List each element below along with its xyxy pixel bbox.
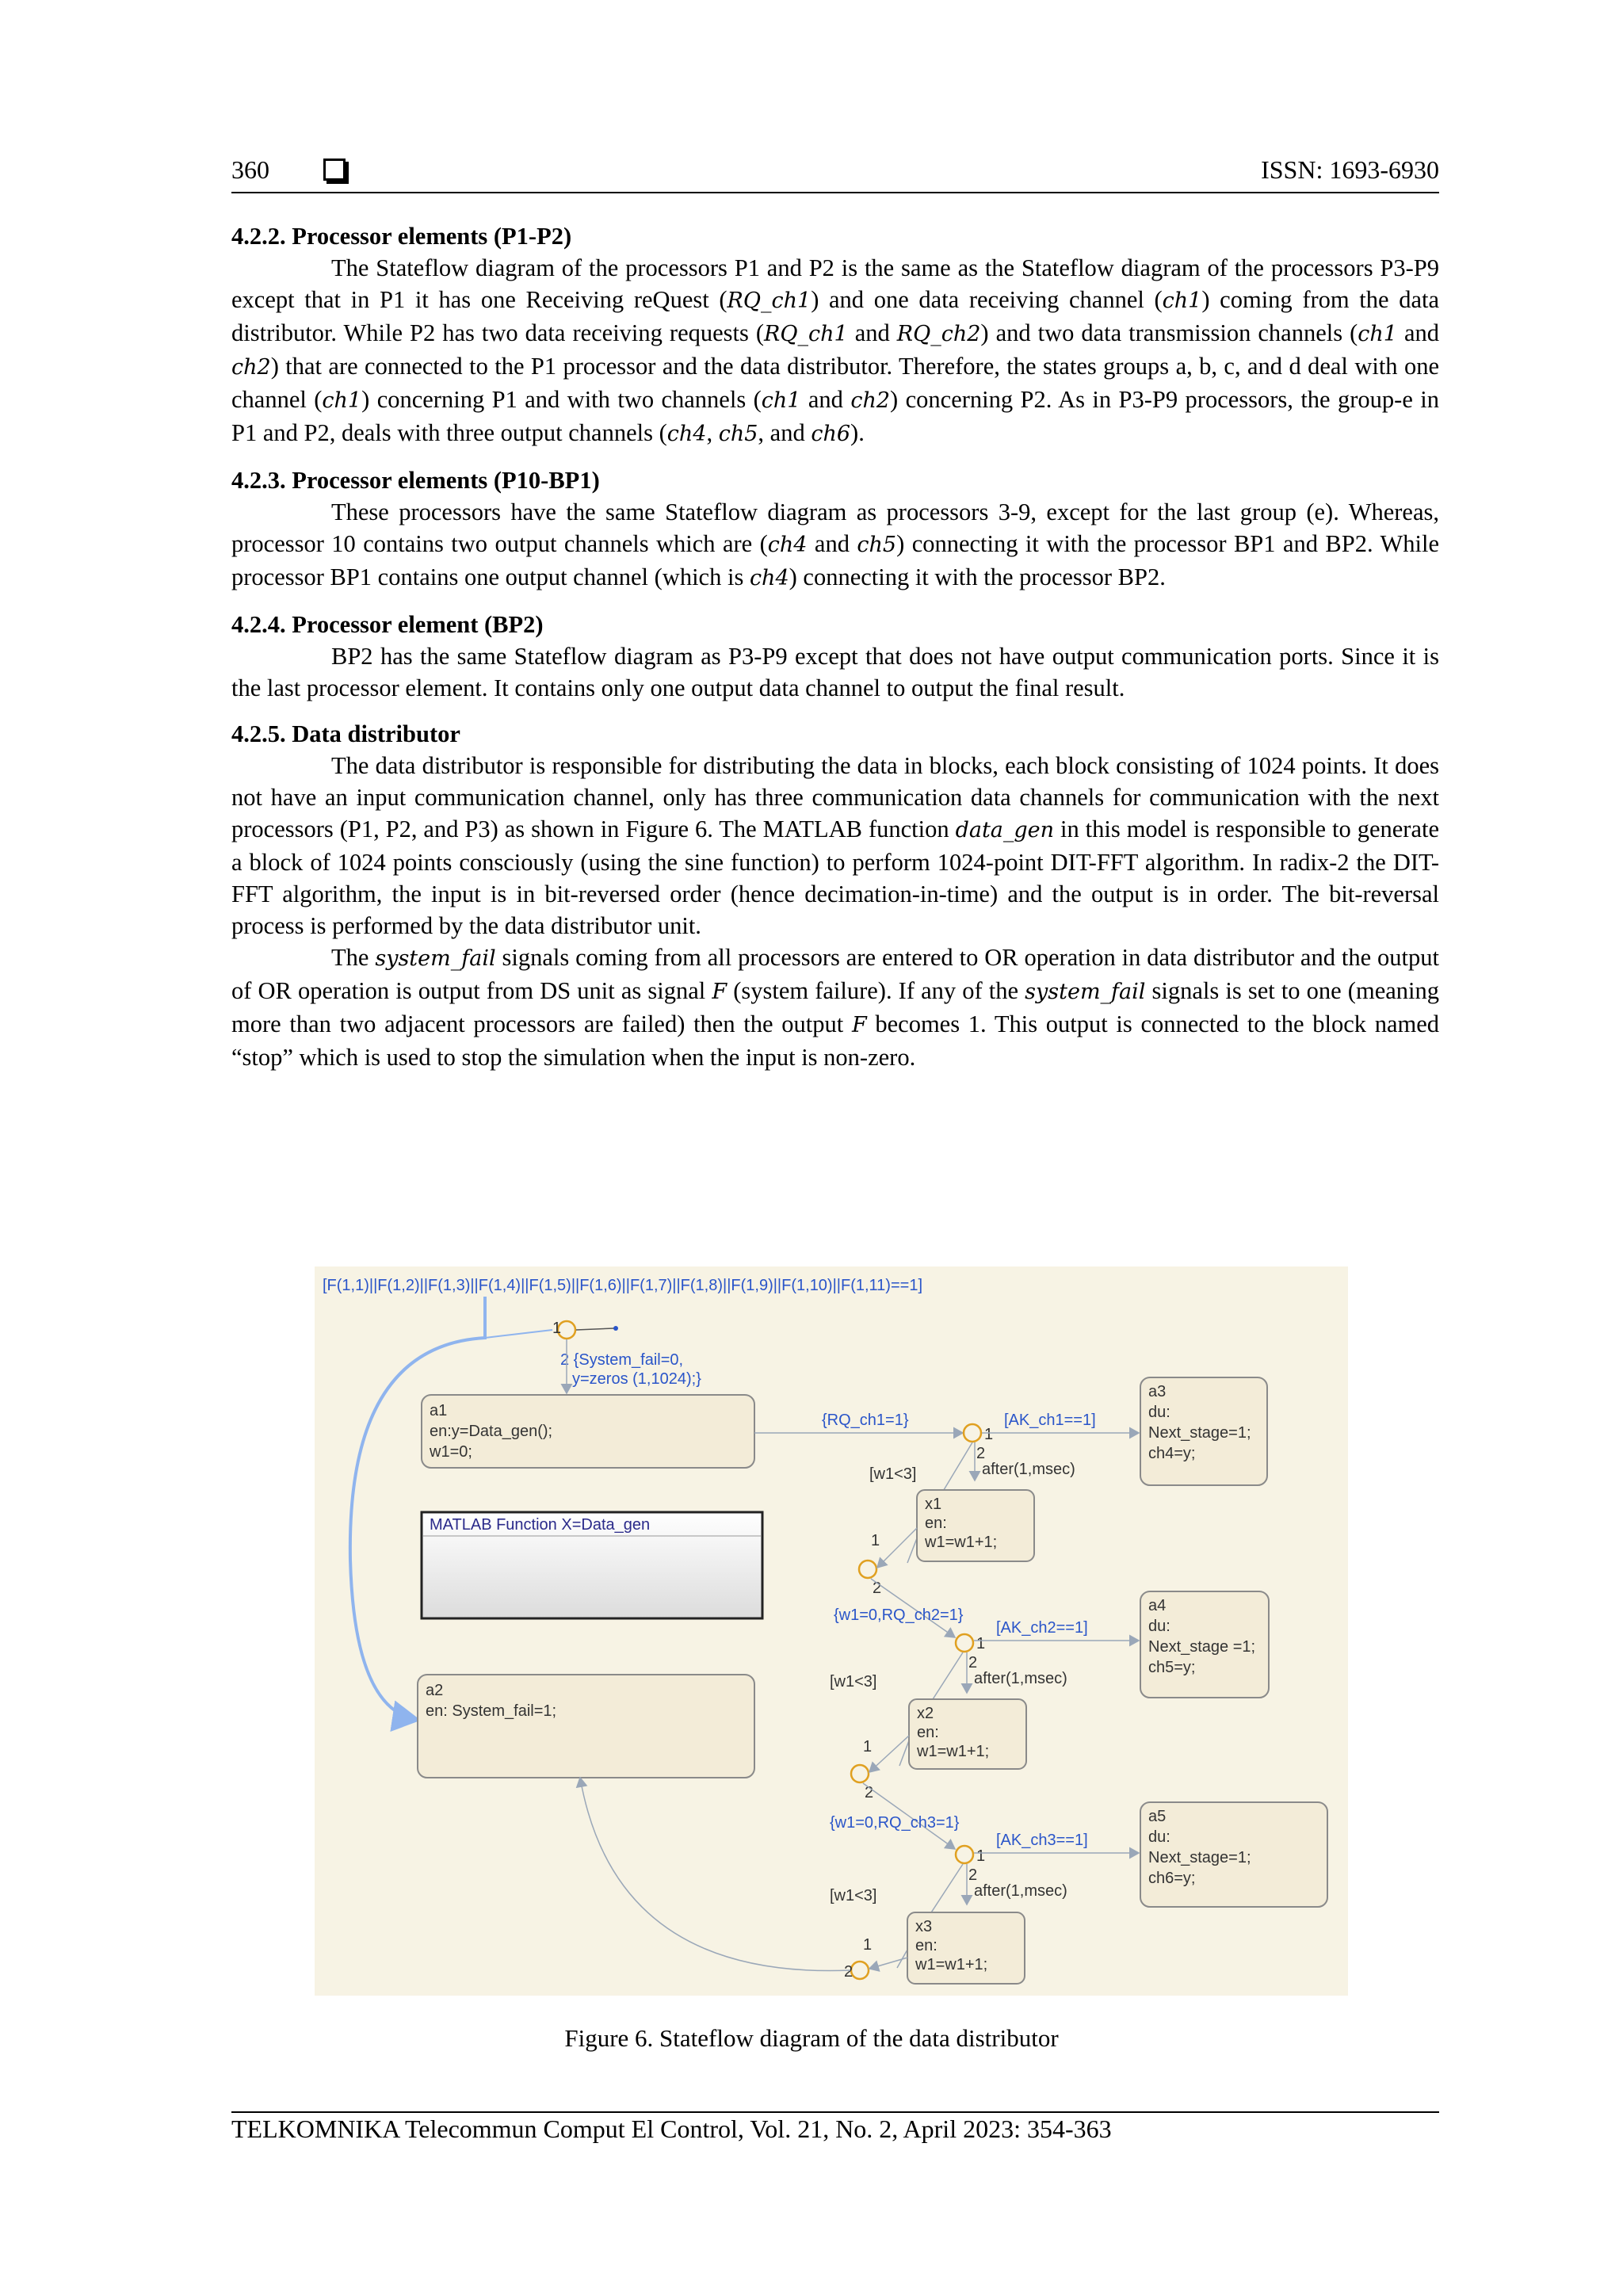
state-action: w1=w1+1; (915, 1956, 988, 1973)
state-action: en: (917, 1724, 939, 1741)
junction-label: 1 (552, 1320, 562, 1337)
fail-transition (350, 1297, 485, 1720)
top-condition: [F(1,1)||F(1,2)||F(1,3)||F(1,4)||F(1,5)||F(1,6)||F(1,7)||F(1,8)||F(1,9)||F(1,10)||F(1,11)==1] (323, 1277, 923, 1294)
ak1-label: [AK_ch1==1] (1004, 1412, 1096, 1429)
junction-label: 2 (865, 1784, 874, 1801)
x1-to-j2 (877, 1528, 917, 1568)
ak3-label: [AK_ch3==1] (996, 1832, 1088, 1849)
state-action: ch4=y; (1148, 1445, 1196, 1462)
state-action: Next_stage=1; (1148, 1849, 1251, 1866)
rq1-label: {RQ_ch1=1} (822, 1412, 909, 1429)
state-action: en: (915, 1937, 938, 1954)
ak2-label: [AK_ch2==1] (996, 1619, 1088, 1637)
junction-label: 1 (863, 1936, 873, 1954)
state-action: ch5=y; (1148, 1659, 1196, 1676)
section-4-2-5 (231, 718, 1439, 1073)
stateflow-figure (315, 1266, 1348, 1996)
stateflow-diagram (315, 1266, 1348, 1996)
after2-label: after(1,msec) (974, 1670, 1067, 1687)
w1a-label: [w1<3] (869, 1465, 917, 1483)
state-action: en:y=Data_gen(); (430, 1423, 553, 1440)
w1c-label: [w1<3] (830, 1887, 877, 1904)
state-action: Next_stage=1; (1148, 1424, 1251, 1442)
junction-5 (956, 1846, 973, 1863)
state-name: a4 (1148, 1597, 1167, 1614)
state-a2 (418, 1675, 754, 1778)
state-action: en: (925, 1515, 947, 1532)
rq2-label: {w1=0,RQ_ch2=1} (834, 1606, 964, 1624)
section-title: 4.2.3. Processor elements (P10-BP1) (231, 467, 600, 494)
body-text (231, 220, 1439, 1087)
junction-label: 1 (976, 1635, 986, 1652)
state-name: x1 (925, 1496, 942, 1513)
default-dot (613, 1326, 618, 1331)
junction-label: 2 (873, 1580, 882, 1597)
section-title: 4.2.4. Processor element (BP2) (231, 611, 544, 638)
figure-caption: Figure 6. Stateflow diagram of the data distributor (564, 2024, 1059, 2052)
junction-label: 1 (871, 1532, 880, 1549)
paragraph: BP2 has the same Stateflow diagram as P3-P9 except that does not have output communication ports. Since it is the last processor element. It contains only one output data channel to output the final result. (231, 643, 1439, 701)
default-transition (576, 1328, 614, 1330)
state-action: du: (1148, 1618, 1170, 1635)
junction-label: 2 (968, 1866, 978, 1884)
init-action: y=zeros (1,1024);} (572, 1370, 701, 1388)
state-name: x3 (915, 1918, 933, 1935)
state-action: en: System_fail=1; (426, 1702, 557, 1720)
w1b-label: [w1<3] (830, 1673, 877, 1690)
paragraph: These processors have the same Stateflow diagram as processors 3-9, except for the last group (e). Whereas, processor 10 contains two output channels which are (ch4 and ch5) connecting it with the processor BP1 and BP2. While processor BP1 contains one output channel (which is ch4) connecting it with the processor BP2. (231, 499, 1439, 590)
init-action: 2 {System_fail=0, (560, 1351, 684, 1369)
footer-rule (231, 2111, 1439, 2113)
junction-label: 2 (844, 1963, 854, 1981)
junction-6 (851, 1962, 869, 1979)
state-name: a1 (430, 1402, 448, 1419)
junction-label: 2 (976, 1445, 986, 1462)
junction-4 (851, 1765, 869, 1782)
state-action: ch6=y; (1148, 1870, 1196, 1887)
state-action: du: (1148, 1404, 1170, 1421)
state-action: Next_stage =1; (1148, 1638, 1256, 1656)
section-4-2-2 (231, 220, 1439, 450)
state-action: w1=w1+1; (917, 1743, 990, 1760)
footer-text: TELKOMNIKA Telecommun Comput El Control, Vol. 21, No. 2, April 2023: 354-363 (231, 2115, 1112, 2143)
junction-label: 1 (984, 1426, 994, 1443)
x3-to-j6 (869, 1958, 907, 1969)
page-number: 360 (231, 155, 269, 184)
matlab-function-label: MATLAB Function X=Data_gen (430, 1516, 651, 1534)
junction-label: 1 (976, 1847, 986, 1865)
junction-label: 2 (968, 1654, 978, 1671)
section-4-2-3 (231, 464, 1439, 594)
header-rule (231, 192, 1439, 193)
fail-transition-link (485, 1330, 552, 1338)
state-action: w1=w1+1; (925, 1534, 998, 1551)
checkbox-square-icon (323, 159, 346, 181)
junction-2 (859, 1561, 876, 1578)
section-4-2-4 (231, 609, 1439, 704)
section-title: 4.2.2. Processor elements (P1-P2) (231, 223, 572, 250)
state-action: du: (1148, 1828, 1170, 1846)
junction-label: 1 (863, 1738, 873, 1755)
state-name: a5 (1148, 1808, 1167, 1825)
junction-3 (956, 1634, 973, 1652)
paragraph: The system_fail signals coming from all processors are entered to OR operation in data distributor and the output of OR operation is output from DS unit as signal F (system failure). If any of the system_fail signals is set to one (meaning more than two adjacent processors are failed) then the output F becomes 1. This output is connected to the block named “stop” which is used to stop the simulation when the input is non-zero. (231, 944, 1440, 1071)
paragraph: The data distributor is responsible for distributing the data in blocks, each block consisting of 1024 points. It does not have an input communication channel, only has three communication data channels for communication with the next processors (P1, P2, and P3) as shown in Figure 6. The MATLAB function data_gen in this model is responsible to generate a block of 1024 points consciously (using the sine function) to perform 1024-point DIT-FFT algorithm. In radix-2 the DIT-FFT algorithm, the input is in bit-reversed order (hence decimation-in-time) and the output is in order. The bit-reversal process is performed by the data distributor unit. (231, 752, 1440, 939)
issn: ISSN: 1693-6930 (1261, 155, 1439, 184)
rq3-label: {w1=0,RQ_ch3=1} (830, 1814, 960, 1832)
state-name: a2 (426, 1682, 444, 1699)
x2-to-j4 (869, 1736, 909, 1772)
timeout-to-a2 (580, 1778, 850, 1971)
state-name: a3 (1148, 1383, 1167, 1400)
junction-1 (964, 1424, 981, 1442)
after3-label: after(1,msec) (974, 1882, 1067, 1900)
after1-label: after(1,msec) (982, 1461, 1075, 1478)
state-name: x2 (917, 1705, 934, 1722)
paragraph: The Stateflow diagram of the processors P1 and P2 is the same as the Stateflow diagram of the processors P3-P9 except that in P1 it has one Receiving reQuest (RQ_ch1) and one data receiving channel (ch1) coming from the data distributor. While P2 has two data receiving requests (RQ_ch1 and RQ_ch2) and two data transmission channels (ch1 and ch2) that are connected to the P1 processor and the data distributor. Therefore, the states groups a, b, c, and d deal with one channel (ch1) concerning P1 and with two channels (ch1 and ch2) concerning P2. As in P3-P9 processors, the group-e in P1 and P2, deals with three output channels (ch4, ch5, and ch6). (231, 254, 1439, 446)
state-action: w1=0; (430, 1443, 472, 1461)
section-title: 4.2.5. Data distributor (231, 720, 460, 747)
